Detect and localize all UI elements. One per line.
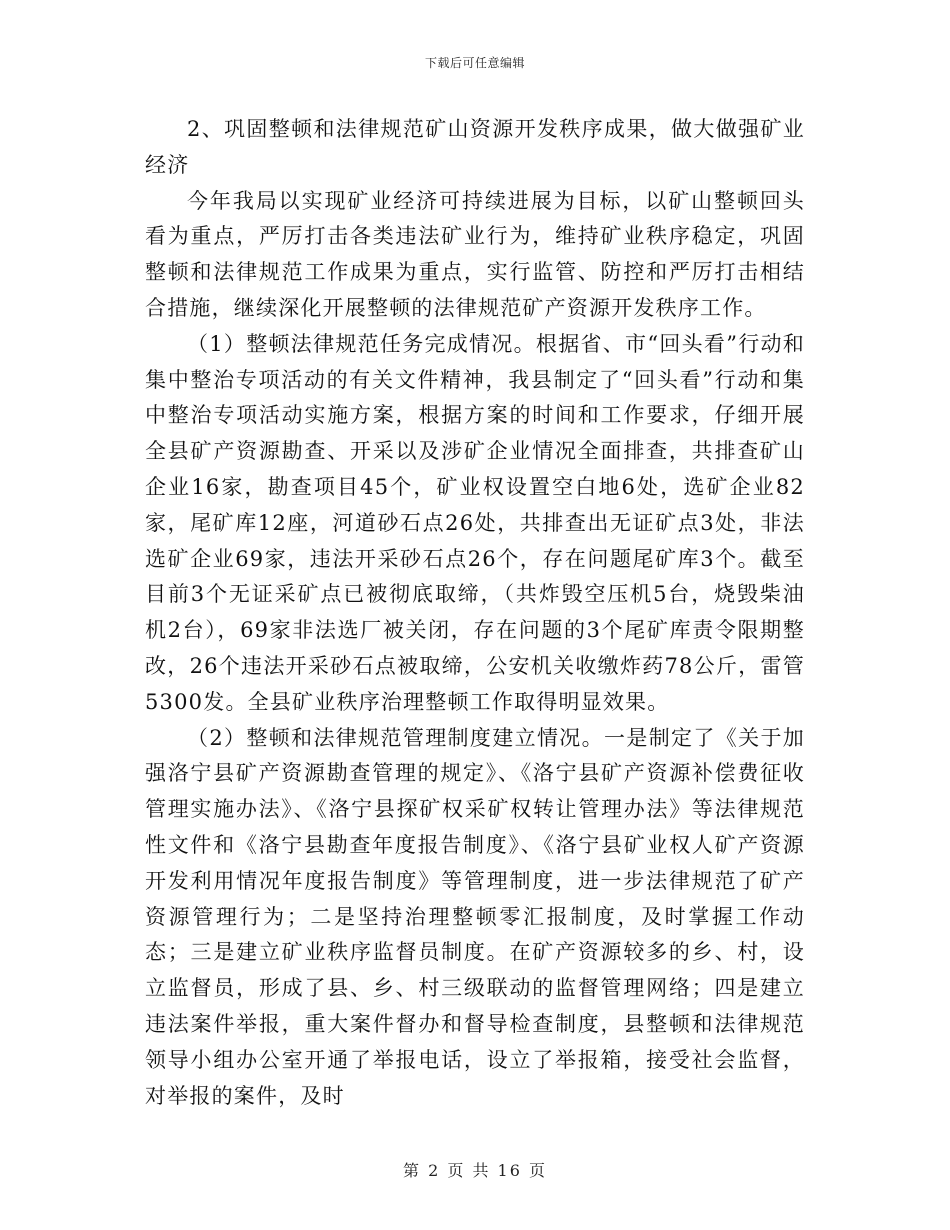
body-text [145,112,805,1114]
page-number-footer: 第 2 页 共 16 页 [403,1161,547,1180]
paragraph-intro: 今年我局以实现矿业经济可持续进展为目标，以矿山整顿回头看为重点，严厉打击各类违法矿业行为，维持矿业秩序稳定，巩固整顿和法律规范工作成果为重点，实行监管、防控和严厉打击相结合措施，继续深化开展整顿的法律规范矿产资源开发秩序工作。 [145,188,805,320]
paragraph-task-completion: （1）整顿法律规范任务完成情况。根据省、市“回头看”行动和集中整治专项活动的有关文件精神，我县制定了“回头看”行动和集中整治专项活动实施方案，根据方案的时间和工作要求，仔细开展全县矿产资源勘查、开采以及涉矿企业情况全面排查，共排查矿山企业16家，勘查项目45个，矿业权设置空白地6处，选矿企业82家，尾矿库12座，河道砂石点26处，共排查出无证矿点3处，非法选矿企业69家，违法开采砂石点26个，存在问题尾矿库3个。截至目前3个无证采矿点已被彻底取缔，（共炸毁空压机5台，烧毁柴油机2台），69家非法选厂被关闭，存在问题的3个尾矿库责令限期整改，26个违法开采砂石点被取缔，公安机关收缴炸药78公斤，雷管5300发。全县矿业秩序治理整顿工作取得明显效果。 [145,331,805,714]
header-note: 下载后可任意编辑 [424,56,525,70]
paragraph-management-system: （2）整顿和法律规范管理制度建立情况。一是制定了《关于加强洛宁县矿产资源勘查管理的规定》、《洛宁县矿产资源补偿费征收管理实施办法》、《洛宁县探矿权采矿权转让管理办法》等法律规范性文件和《洛宁县勘查年度报告制度》、《洛宁县矿业权人矿产资源开发利用情况年度报告制度》等管理制度，进一步法律规范了矿产资源管理行为；二是坚持治理整顿零汇报制度，及时掌握工作动态；三是建立矿业秩序监督员制度。在矿产资源较多的乡、村，设立监督员，形成了县、乡、村三级联动的监督管理网络；四是建立违法案件举报，重大案件督办和督导检查制度，县整顿和法律规范领导小组办公室开通了举报电话，设立了举报箱，接受社会监督，对举报的案件，及时 [145,725,805,1108]
section-heading: 2、巩固整顿和法律规范矿山资源开发秩序成果，做大做强矿业经济 [145,117,805,177]
